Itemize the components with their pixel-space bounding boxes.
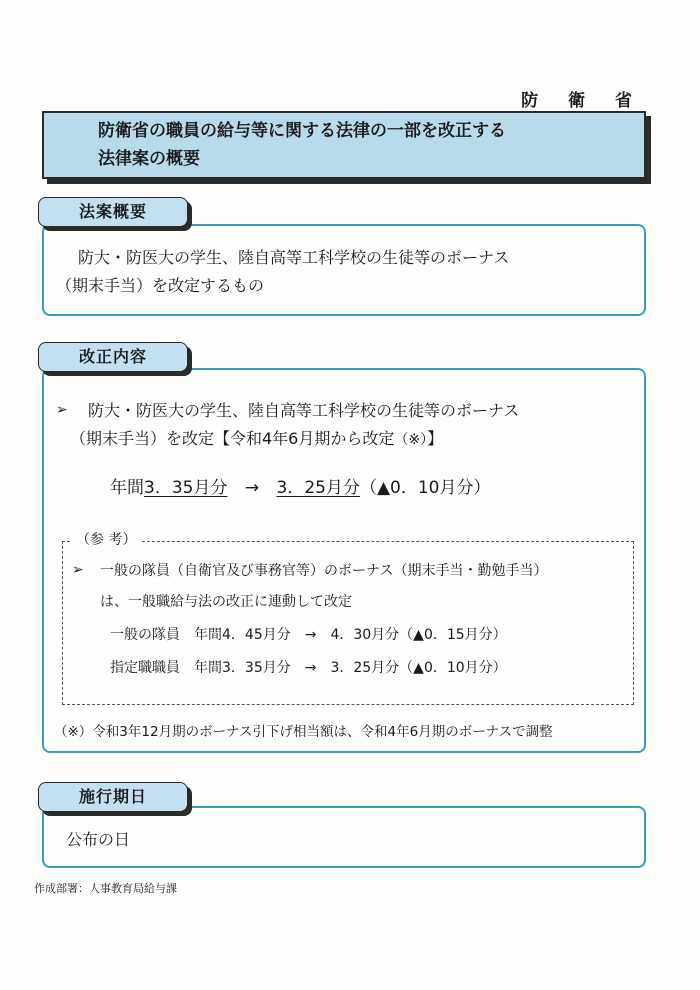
enforcement-text: 公布の日 xyxy=(66,830,131,849)
changes-label: 改正内容 xyxy=(38,342,188,372)
enforcement-label: 施行期日 xyxy=(38,782,188,812)
reference-row-general: 一般の隊員 年間4．45月分 → 4．30月分（▲0．15月分） xyxy=(110,627,507,643)
reference-label: （参 考） xyxy=(70,527,142,553)
changes-note-mark: （※） xyxy=(394,432,428,448)
changes-bullet-line-2 xyxy=(70,425,443,454)
annual-before: 3．35月分 xyxy=(144,478,228,498)
changes-bullet-line-2-main: （期末手当）を改定【令和4年6月期から改定 xyxy=(70,429,395,448)
changes-bullet-line-1: 防大・防医大の学生、陸自高等工科学校の生徒等のボーナス xyxy=(88,401,520,420)
annual-prefix: 年間 xyxy=(110,478,144,498)
overview-label: 法案概要 xyxy=(38,197,188,227)
annual-after: 3．25月分 xyxy=(276,478,360,498)
document-title xyxy=(42,111,646,179)
changes-footnote: （※）令和3年12月期のボーナス引下げ相当額は、令和4年6月期のボーナスで調整 xyxy=(54,724,553,740)
annual-diff: （▲0．10月分） xyxy=(359,478,491,498)
ministry-name: 防 衛 省 xyxy=(521,91,644,111)
changes-heading xyxy=(38,342,188,372)
annual-arrow: → xyxy=(244,478,260,498)
reference-row-designated: 指定職職員 年間3．35月分 → 3．25月分（▲0．10月分） xyxy=(110,660,507,676)
enforcement-heading xyxy=(38,782,188,812)
footer-department: 作成部署：人事教育局給与課 xyxy=(34,882,177,895)
title-line-1: 防衛省の職員の給与等に関する法律の一部を改正する xyxy=(98,121,506,141)
arrow-bullet-icon: ➢ xyxy=(56,402,68,418)
overview-line-1: 防大・防医大の学生、陸自高等工科学校の生徒等のボーナス xyxy=(78,248,510,267)
reference-arrow-bullet-icon: ➢ xyxy=(72,562,84,578)
reference-line-1: 一般の隊員（自衛官及び事務官等）のボーナス（期末手当・勤勉手当） xyxy=(100,563,548,579)
changes-bullet-line-2-end: 】 xyxy=(427,429,444,448)
overview-heading xyxy=(38,197,188,227)
reference-line-2: は、一般職給与法の改正に連動して改定 xyxy=(100,594,352,610)
title-line-2: 法律案の概要 xyxy=(98,149,200,169)
overview-line-2: （期末手当）を改定するもの xyxy=(56,276,265,295)
title-banner xyxy=(42,111,646,179)
annual-change xyxy=(110,474,491,502)
